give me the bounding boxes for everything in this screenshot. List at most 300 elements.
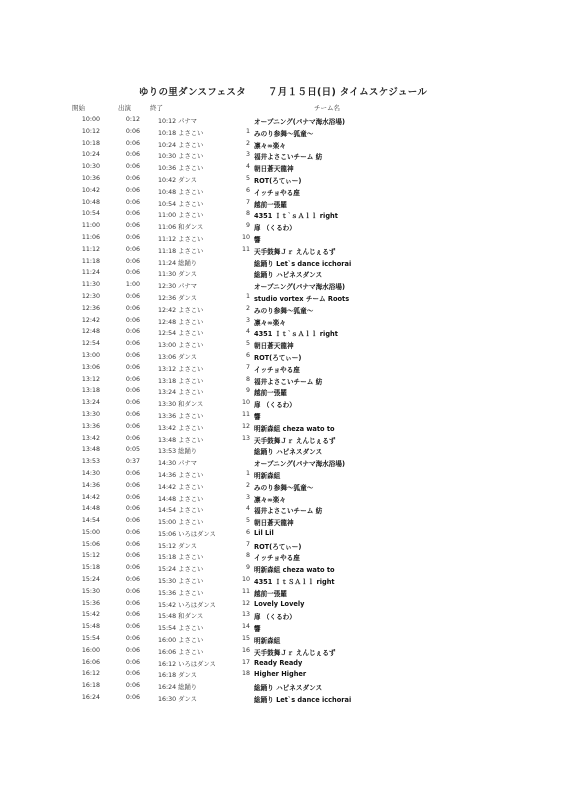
table-row <box>0 316 566 328</box>
performance-number: 9 <box>245 222 250 230</box>
team-name: みのり参舞～狐童～ <box>254 129 314 138</box>
duration: 0:06 <box>125 174 140 182</box>
team-name: 4351 Ｉｔ`ｓＡｌｌ right <box>254 330 338 339</box>
table-row <box>0 209 566 221</box>
team-name: ROT(ろてぃー) <box>254 176 302 185</box>
duration: 0:06 <box>125 351 140 359</box>
table-row <box>0 669 566 681</box>
performance-number: 2 <box>245 304 250 312</box>
table-row <box>0 280 566 292</box>
table-row <box>0 563 566 575</box>
end-time-genre: 13:42 よさこい <box>158 424 204 432</box>
team-name: 朝日蒼天龍神 <box>254 342 294 351</box>
end-time-genre: 10:30 よさこい <box>158 153 204 161</box>
duration: 0:06 <box>125 340 140 348</box>
team-name: studio vortex チーム Roots <box>254 294 350 303</box>
schedule-table <box>0 115 566 705</box>
end-time-genre: 10:42 ダンス <box>158 176 197 184</box>
team-name: みのり参舞～狐童～ <box>254 306 314 315</box>
performance-number: 5 <box>245 340 250 348</box>
table-row <box>0 150 566 162</box>
team-name: 4351 Ｉｔ`ｓＡｌｌ right <box>254 212 338 221</box>
start-time: 13:06 <box>81 363 100 371</box>
table-row <box>0 186 566 198</box>
duration: 0:06 <box>125 493 140 501</box>
start-time: 13:36 <box>81 422 100 430</box>
start-time: 14:36 <box>81 481 100 489</box>
performance-number: 8 <box>245 375 250 383</box>
table-row <box>0 587 566 599</box>
team-name: オープニング(パナマ海水浴場) <box>254 118 345 126</box>
duration: 0:06 <box>125 292 140 300</box>
duration: 0:06 <box>125 233 140 241</box>
end-time-genre: 12:48 よさこい <box>158 318 204 326</box>
duration: 0:06 <box>125 139 140 147</box>
duration: 0:06 <box>125 422 140 430</box>
start-time: 11:30 <box>81 281 100 289</box>
document-title <box>0 84 566 98</box>
end-time-genre: 14:42 よさこい <box>158 483 204 491</box>
table-row <box>0 375 566 387</box>
team-name: 響 <box>254 412 261 421</box>
team-name: 福井よさこいチーム 紡 <box>254 377 323 386</box>
header-end: 終了 <box>150 104 163 112</box>
end-time-genre: 13:18 よさこい <box>158 377 204 385</box>
start-time: 14:30 <box>81 469 100 477</box>
table-row <box>0 634 566 646</box>
performance-number: 6 <box>245 528 250 536</box>
start-time: 14:54 <box>81 517 100 525</box>
table-row <box>0 115 566 127</box>
start-time: 10:48 <box>81 198 100 206</box>
performance-number: 11 <box>241 245 250 253</box>
performance-number: 1 <box>245 127 250 135</box>
end-time-genre: 11:24 総踊り <box>158 259 198 267</box>
start-time: 14:42 <box>81 493 100 501</box>
team-name: 総踊り ハピネスダンス <box>254 448 323 457</box>
duration: 0:06 <box>125 210 140 218</box>
team-name: 福井よさこいチーム 紡 <box>254 153 323 162</box>
duration: 0:06 <box>125 528 140 536</box>
table-row <box>0 174 566 186</box>
end-time-genre: 11:30 ダンス <box>158 271 197 279</box>
team-name: Lil Lil <box>254 528 274 537</box>
duration: 0:06 <box>125 328 140 336</box>
team-name: みのり参舞～狐童～ <box>254 483 314 492</box>
duration: 0:06 <box>125 399 140 407</box>
table-row <box>0 127 566 139</box>
duration: 0:06 <box>125 410 140 418</box>
start-time: 13:24 <box>81 399 100 407</box>
schedule-date: ７月１５日(日) タイムスケジュール <box>268 87 428 98</box>
duration: 0:06 <box>125 635 140 643</box>
duration: 0:06 <box>125 564 140 572</box>
team-name: 福井よさこいチーム 紡 <box>254 507 323 516</box>
duration: 0:06 <box>125 469 140 477</box>
team-name: 越前一張羅 <box>254 200 287 209</box>
end-time-genre: 14:30 パナマ <box>158 460 198 468</box>
performance-number: 16 <box>241 646 250 654</box>
end-time-genre: 13:30 和ダンス <box>158 401 204 409</box>
team-name: 総踊り ハピネスダンス <box>254 271 323 280</box>
duration: 0:06 <box>125 387 140 395</box>
end-time-genre: 10:18 よさこい <box>158 129 204 137</box>
performance-number: 3 <box>245 316 250 324</box>
start-time: 15:06 <box>81 540 100 548</box>
table-row <box>0 575 566 587</box>
duration: 0:06 <box>125 363 140 371</box>
start-time: 13:18 <box>81 387 100 395</box>
performance-number: 4 <box>245 505 250 513</box>
start-time: 12:54 <box>81 340 100 348</box>
table-row <box>0 481 566 493</box>
performance-number: 7 <box>245 540 250 548</box>
performance-number: 6 <box>245 351 250 359</box>
table-row <box>0 198 566 210</box>
team-name: オープニング(パナマ海水浴場) <box>254 460 345 469</box>
team-name: Ready Ready <box>254 658 303 667</box>
team-name: 朝日蒼天龍神 <box>254 165 294 174</box>
start-time: 12:48 <box>81 328 100 336</box>
duration: 0:06 <box>125 434 140 442</box>
performance-number: 12 <box>241 422 250 430</box>
start-time: 10:36 <box>81 174 100 182</box>
duration: 0:06 <box>125 623 140 631</box>
table-row <box>0 493 566 505</box>
team-name: イッチョやる座 <box>254 554 300 563</box>
team-name: 4351 ＩｔＳＡｌｌ right <box>254 578 335 587</box>
performance-number: 4 <box>245 163 250 171</box>
end-time-genre: 11:12 よさこい <box>158 235 204 243</box>
duration: 0:06 <box>125 151 140 159</box>
team-name: 朝日蒼天龍神 <box>254 519 294 528</box>
table-row <box>0 445 566 457</box>
team-name: イッチョやる座 <box>254 365 300 374</box>
performance-number: 11 <box>241 410 250 418</box>
duration: 0:06 <box>125 670 140 678</box>
end-time-genre: 15:36 よさこい <box>158 589 204 597</box>
table-row <box>0 162 566 174</box>
end-time-genre: 13:12 よさこい <box>158 365 204 373</box>
team-name: イッチョやる座 <box>254 188 300 197</box>
duration: 0:37 <box>125 458 140 466</box>
header-duration: 出演 <box>118 104 131 112</box>
duration: 0:06 <box>125 587 140 595</box>
start-time: 12:30 <box>81 292 100 300</box>
start-time: 10:30 <box>81 163 100 171</box>
start-time: 16:18 <box>81 682 100 690</box>
table-row <box>0 681 566 693</box>
start-time: 11:06 <box>81 233 100 241</box>
end-time-genre: 13:06 ダンス <box>158 353 197 361</box>
end-time-genre: 16:06 よさこい <box>158 648 204 656</box>
start-time: 15:24 <box>81 576 100 584</box>
end-time-genre: 15:18 よさこい <box>158 554 204 562</box>
end-time-genre: 15:30 よさこい <box>158 578 204 586</box>
start-time: 16:00 <box>81 646 100 654</box>
end-time-genre: 13:00 よさこい <box>158 342 204 350</box>
end-time-genre: 10:36 よさこい <box>158 165 204 173</box>
duration: 0:06 <box>125 576 140 584</box>
start-time: 11:18 <box>81 257 100 265</box>
table-row <box>0 610 566 622</box>
table-row <box>0 622 566 634</box>
end-time-genre: 16:30 ダンス <box>158 696 197 704</box>
end-time-genre: 13:36 よさこい <box>158 412 204 420</box>
performance-number: 2 <box>245 481 250 489</box>
start-time: 10:42 <box>81 186 100 194</box>
duration: 0:06 <box>125 198 140 206</box>
start-time: 16:06 <box>81 658 100 666</box>
start-time: 12:42 <box>81 316 100 324</box>
duration: 0:06 <box>125 505 140 513</box>
start-time: 10:12 <box>81 127 100 135</box>
duration: 0:06 <box>125 682 140 690</box>
table-row <box>0 504 566 516</box>
table-row <box>0 528 566 540</box>
team-name: 扉 （くるわ） <box>254 613 296 622</box>
duration: 0:06 <box>125 481 140 489</box>
table-row <box>0 339 566 351</box>
performance-number: 10 <box>241 576 250 584</box>
start-time: 11:12 <box>81 245 100 253</box>
table-row <box>0 221 566 233</box>
end-time-genre: 10:48 よさこい <box>158 188 204 196</box>
table-row <box>0 292 566 304</box>
performance-number: 13 <box>241 611 250 619</box>
end-time-genre: 10:12 パナマ <box>158 118 198 125</box>
team-name: 総踊り ハピネスダンス <box>254 684 323 693</box>
table-row <box>0 245 566 257</box>
start-time: 15:00 <box>81 528 100 536</box>
duration: 0:06 <box>125 375 140 383</box>
end-time-genre: 14:36 よさこい <box>158 471 204 479</box>
start-time: 16:12 <box>81 670 100 678</box>
performance-number: 8 <box>245 210 250 218</box>
start-time: 11:24 <box>81 269 100 277</box>
team-name: ROT(ろてぃー) <box>254 542 302 551</box>
duration: 0:06 <box>125 658 140 666</box>
performance-number: 13 <box>241 434 250 442</box>
table-row <box>0 693 566 705</box>
end-time-genre: 13:24 よさこい <box>158 389 204 397</box>
duration: 0:12 <box>125 116 140 123</box>
performance-number: 7 <box>245 198 250 206</box>
header-start: 開始 <box>72 104 85 112</box>
team-name: 凛々∞楽々 <box>254 495 286 504</box>
team-name: 越前一張羅 <box>254 389 287 398</box>
start-time: 13:12 <box>81 375 100 383</box>
performance-number: 15 <box>241 635 250 643</box>
start-time: 11:00 <box>81 222 100 230</box>
end-time-genre: 16:00 よさこい <box>158 637 204 645</box>
end-time-genre: 15:42 いろはダンス <box>158 601 216 609</box>
performance-number: 1 <box>245 292 250 300</box>
end-time-genre: 15:00 よさこい <box>158 519 204 527</box>
end-time-genre: 12:42 よさこい <box>158 306 204 314</box>
duration: 0:06 <box>125 269 140 277</box>
table-row <box>0 304 566 316</box>
end-time-genre: 15:06 いろはダンス <box>158 530 216 538</box>
table-row <box>0 434 566 446</box>
start-time: 15:18 <box>81 564 100 572</box>
duration: 1:00 <box>125 281 140 289</box>
performance-number: 7 <box>245 363 250 371</box>
team-name: 響 <box>254 235 261 244</box>
team-name: 総踊り Let`s dance icchorai <box>254 259 352 268</box>
team-name: Higher Higher <box>254 670 307 679</box>
table-row <box>0 599 566 611</box>
performance-number: 5 <box>245 174 250 182</box>
team-name: 越前一張羅 <box>254 589 287 598</box>
duration: 0:06 <box>125 186 140 194</box>
start-time: 10:54 <box>81 210 100 218</box>
performance-number: 18 <box>241 670 250 678</box>
duration: 0:06 <box>125 646 140 654</box>
event-name: ゆりの里ダンスフェスタ <box>138 87 246 98</box>
duration: 0:06 <box>125 316 140 324</box>
duration: 0:06 <box>125 127 140 135</box>
end-time-genre: 10:54 よさこい <box>158 200 204 208</box>
end-time-genre: 11:18 よさこい <box>158 247 204 255</box>
end-time-genre: 12:36 ダンス <box>158 294 197 302</box>
table-row <box>0 540 566 552</box>
table-row <box>0 139 566 151</box>
start-time: 14:48 <box>81 505 100 513</box>
performance-number: 5 <box>245 517 250 525</box>
end-time-genre: 13:53 総踊り <box>158 448 198 456</box>
performance-number: 11 <box>241 587 250 595</box>
table-row <box>0 422 566 434</box>
table-row <box>0 233 566 245</box>
team-name: 明新森組 <box>254 471 281 480</box>
end-time-genre: 10:24 よさこい <box>158 141 204 149</box>
end-time-genre: 14:48 よさこい <box>158 495 204 503</box>
performance-number: 3 <box>245 151 250 159</box>
start-time: 13:53 <box>81 458 100 466</box>
column-headers <box>0 103 566 113</box>
duration: 0:06 <box>125 304 140 312</box>
start-time: 10:00 <box>81 116 100 123</box>
performance-number: 14 <box>241 623 250 631</box>
duration: 0:06 <box>125 222 140 230</box>
duration: 0:06 <box>125 163 140 171</box>
performance-number: 9 <box>245 564 250 572</box>
start-time: 15:12 <box>81 552 100 560</box>
table-row <box>0 363 566 375</box>
end-time-genre: 12:54 よさこい <box>158 330 204 338</box>
end-time-genre: 11:00 よさこい <box>158 212 204 220</box>
performance-number: 8 <box>245 552 250 560</box>
team-name: 天手鼓舞Ｊｒ えんじぇるず <box>254 648 336 657</box>
end-time-genre: 12:30 パナマ <box>158 283 198 291</box>
start-time: 13:42 <box>81 434 100 442</box>
table-row <box>0 257 566 269</box>
team-name: 天手鼓舞Ｊｒ えんじぇるず <box>254 436 336 445</box>
duration: 0:06 <box>125 517 140 525</box>
start-time: 15:42 <box>81 611 100 619</box>
end-time-genre: 14:54 よさこい <box>158 507 204 515</box>
performance-number: 2 <box>245 139 250 147</box>
performance-number: 10 <box>241 399 250 407</box>
start-time: 16:24 <box>81 694 100 702</box>
table-row <box>0 327 566 339</box>
duration: 0:06 <box>125 540 140 548</box>
duration: 0:06 <box>125 694 140 702</box>
duration: 0:06 <box>125 552 140 560</box>
start-time: 13:30 <box>81 410 100 418</box>
team-name: 明新森組 <box>254 637 281 646</box>
team-name: オープニング(パナマ海水浴場) <box>254 283 345 292</box>
header-team: チーム名 <box>314 104 340 112</box>
team-name: 明新森組 cheza wato to <box>254 566 335 575</box>
table-row <box>0 457 566 469</box>
end-time-genre: 13:48 よさこい <box>158 436 204 444</box>
performance-number: 4 <box>245 328 250 336</box>
table-row <box>0 516 566 528</box>
table-row <box>0 398 566 410</box>
end-time-genre: 16:24 総踊り <box>158 684 198 692</box>
duration: 0:05 <box>125 446 140 454</box>
table-row <box>0 658 566 670</box>
team-name: ROT(ろてぃー) <box>254 353 302 362</box>
start-time: 15:30 <box>81 587 100 595</box>
team-name: 凛々∞楽々 <box>254 318 286 327</box>
team-name: 扉 （くるわ） <box>254 401 296 410</box>
start-time: 15:48 <box>81 623 100 631</box>
start-time: 15:36 <box>81 599 100 607</box>
table-row <box>0 386 566 398</box>
performance-number: 9 <box>245 387 250 395</box>
end-time-genre: 15:12 ダンス <box>158 542 197 550</box>
table-row <box>0 268 566 280</box>
start-time: 13:00 <box>81 351 100 359</box>
end-time-genre: 16:18 ダンス <box>158 672 197 680</box>
duration: 0:06 <box>125 611 140 619</box>
duration: 0:06 <box>125 599 140 607</box>
end-time-genre: 15:54 よさこい <box>158 625 204 633</box>
end-time-genre: 11:06 和ダンス <box>158 224 204 232</box>
performance-number: 6 <box>245 186 250 194</box>
performance-number: 1 <box>245 469 250 477</box>
end-time-genre: 15:48 和ダンス <box>158 613 204 621</box>
performance-number: 17 <box>241 658 250 666</box>
end-time-genre: 16:12 いろはダンス <box>158 660 216 668</box>
start-time: 13:48 <box>81 446 100 454</box>
team-name: 総踊り Let`s dance icchorai <box>254 696 352 705</box>
team-name: 扉 （くるわ） <box>254 224 296 233</box>
start-time: 10:24 <box>81 151 100 159</box>
table-row <box>0 410 566 422</box>
table-row <box>0 351 566 363</box>
team-name: Lovely Lovely <box>254 599 305 608</box>
team-name: 天手鼓舞Ｊｒ えんじぇるず <box>254 247 336 256</box>
team-name: 凛々∞楽々 <box>254 141 286 150</box>
table-row <box>0 551 566 563</box>
team-name: 響 <box>254 625 261 634</box>
end-time-genre: 15:24 よさこい <box>158 566 204 574</box>
performance-number: 3 <box>245 493 250 501</box>
performance-number: 10 <box>241 233 250 241</box>
start-time: 10:18 <box>81 139 100 147</box>
table-row <box>0 469 566 481</box>
performance-number: 12 <box>241 599 250 607</box>
table-row <box>0 646 566 658</box>
team-name: 明新森組 cheza wato to <box>254 424 335 433</box>
duration: 0:06 <box>125 245 140 253</box>
duration: 0:06 <box>125 257 140 265</box>
start-time: 15:54 <box>81 635 100 643</box>
